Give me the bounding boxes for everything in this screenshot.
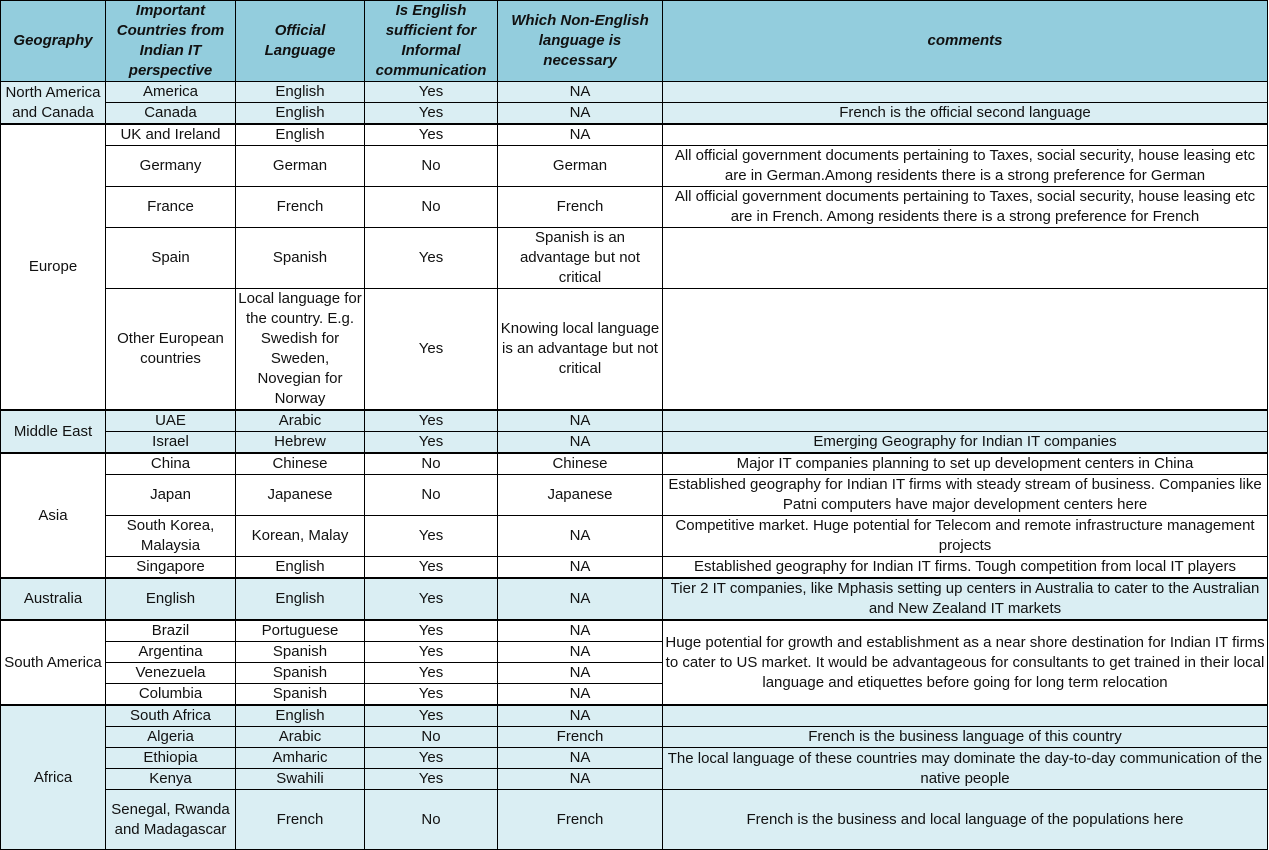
comment-cell bbox=[663, 289, 1268, 411]
table-row bbox=[1, 82, 1268, 103]
english-sufficient-cell: Yes bbox=[365, 748, 498, 769]
table-row bbox=[1, 748, 1268, 769]
official-language-cell: Spanish bbox=[236, 228, 365, 289]
english-sufficient-cell: Yes bbox=[365, 663, 498, 684]
non-english-language-cell: Spanish is an advantage but not critical bbox=[498, 228, 663, 289]
table-row bbox=[1, 557, 1268, 579]
comment-cell bbox=[663, 705, 1268, 727]
table-row bbox=[1, 432, 1268, 454]
official-language-cell: English bbox=[236, 124, 365, 146]
geography-cell: South America bbox=[1, 620, 106, 705]
english-sufficient-cell: Yes bbox=[365, 82, 498, 103]
country-cell: Germany bbox=[106, 146, 236, 187]
english-sufficient-cell: Yes bbox=[365, 432, 498, 454]
official-language-cell: Spanish bbox=[236, 684, 365, 706]
english-sufficient-cell: No bbox=[365, 790, 498, 850]
non-english-language-cell: NA bbox=[498, 578, 663, 620]
table-row bbox=[1, 453, 1268, 475]
table-row bbox=[1, 790, 1268, 850]
official-language-cell: English bbox=[236, 82, 365, 103]
english-sufficient-cell: Yes bbox=[365, 410, 498, 432]
non-english-language-cell: NA bbox=[498, 642, 663, 663]
comment-cell: French is the official second language bbox=[663, 103, 1268, 125]
non-english-language-cell: French bbox=[498, 790, 663, 850]
english-sufficient-cell: Yes bbox=[365, 103, 498, 125]
english-sufficient-cell: Yes bbox=[365, 124, 498, 146]
country-cell: Columbia bbox=[106, 684, 236, 706]
official-language-cell: Portuguese bbox=[236, 620, 365, 642]
english-sufficient-cell: Yes bbox=[365, 620, 498, 642]
official-language-cell: Arabic bbox=[236, 410, 365, 432]
non-english-language-cell: NA bbox=[498, 82, 663, 103]
country-cell: China bbox=[106, 453, 236, 475]
english-sufficient-cell: Yes bbox=[365, 516, 498, 557]
english-sufficient-cell: Yes bbox=[365, 557, 498, 579]
comment-cell: Established geography for Indian IT firms with steady stream of business. Companies like Patni computers have major development centers here bbox=[663, 475, 1268, 516]
official-language-cell: Chinese bbox=[236, 453, 365, 475]
english-sufficient-cell: No bbox=[365, 727, 498, 748]
country-cell: South Korea, Malaysia bbox=[106, 516, 236, 557]
country-cell: Singapore bbox=[106, 557, 236, 579]
english-sufficient-cell: Yes bbox=[365, 228, 498, 289]
official-language-cell: French bbox=[236, 187, 365, 228]
comment-cell bbox=[663, 82, 1268, 103]
geography-cell: Europe bbox=[1, 124, 106, 410]
official-language-cell: English bbox=[236, 578, 365, 620]
geography-cell: Africa bbox=[1, 705, 106, 850]
geography-cell: Middle East bbox=[1, 410, 106, 453]
english-sufficient-cell: No bbox=[365, 187, 498, 228]
english-sufficient-cell: Yes bbox=[365, 642, 498, 663]
english-sufficient-cell: Yes bbox=[365, 684, 498, 706]
comment-cell bbox=[663, 410, 1268, 432]
country-cell: Argentina bbox=[106, 642, 236, 663]
official-language-cell: German bbox=[236, 146, 365, 187]
non-english-language-cell: NA bbox=[498, 620, 663, 642]
country-cell: South Africa bbox=[106, 705, 236, 727]
country-cell: Venezuela bbox=[106, 663, 236, 684]
country-cell: France bbox=[106, 187, 236, 228]
table-row bbox=[1, 228, 1268, 289]
official-language-cell: English bbox=[236, 557, 365, 579]
non-english-language-cell: NA bbox=[498, 663, 663, 684]
english-sufficient-cell: Yes bbox=[365, 289, 498, 411]
comment-cell: French is the business language of this country bbox=[663, 727, 1268, 748]
official-language-cell: Korean, Malay bbox=[236, 516, 365, 557]
official-language-cell: Hebrew bbox=[236, 432, 365, 454]
non-english-language-cell: Knowing local language is an advantage but not critical bbox=[498, 289, 663, 411]
official-language-cell: Amharic bbox=[236, 748, 365, 769]
official-language-cell: Swahili bbox=[236, 769, 365, 790]
english-sufficient-cell: Yes bbox=[365, 705, 498, 727]
english-sufficient-cell: Yes bbox=[365, 769, 498, 790]
comment-cell: French is the business and local language of the populations here bbox=[663, 790, 1268, 850]
table-row bbox=[1, 124, 1268, 146]
comment-cell: Huge potential for growth and establishment as a near shore destination for Indian IT firms to cater to US market. It would be advantageous for consultants to get trained in their local language and etiquettes before going for long term relocation bbox=[663, 620, 1268, 705]
header-row bbox=[1, 1, 1268, 82]
country-cell: Israel bbox=[106, 432, 236, 454]
official-language-cell: English bbox=[236, 103, 365, 125]
official-language-cell: Arabic bbox=[236, 727, 365, 748]
non-english-language-cell: NA bbox=[498, 410, 663, 432]
comment-cell: Major IT companies planning to set up development centers in China bbox=[663, 453, 1268, 475]
non-english-language-cell: NA bbox=[498, 103, 663, 125]
table-row bbox=[1, 146, 1268, 187]
comment-cell bbox=[663, 124, 1268, 146]
header-countries: Important Countries from Indian IT perspective bbox=[106, 1, 236, 82]
official-language-cell: Japanese bbox=[236, 475, 365, 516]
official-language-cell: English bbox=[236, 705, 365, 727]
non-english-language-cell: Japanese bbox=[498, 475, 663, 516]
country-cell: Other European countries bbox=[106, 289, 236, 411]
official-language-cell: French bbox=[236, 790, 365, 850]
english-sufficient-cell: No bbox=[365, 475, 498, 516]
english-sufficient-cell: No bbox=[365, 146, 498, 187]
country-cell: America bbox=[106, 82, 236, 103]
country-cell: Ethiopia bbox=[106, 748, 236, 769]
comment-cell: All official government documents pertaining to Taxes, social security, house leasing etc are in French. Among residents there is a strong preference for French bbox=[663, 187, 1268, 228]
table-row bbox=[1, 103, 1268, 125]
table-row bbox=[1, 475, 1268, 516]
header-geography: Geography bbox=[1, 1, 106, 82]
comment-cell: The local language of these countries may dominate the day-to-day communication of the native people bbox=[663, 748, 1268, 790]
table-row bbox=[1, 705, 1268, 727]
header-comments: comments bbox=[663, 1, 1268, 82]
geography-cell: Australia bbox=[1, 578, 106, 620]
non-english-language-cell: NA bbox=[498, 705, 663, 727]
non-english-language-cell: NA bbox=[498, 557, 663, 579]
table-row bbox=[1, 578, 1268, 620]
comment-cell: Competitive market. Huge potential for Telecom and remote infrastructure management projects bbox=[663, 516, 1268, 557]
non-english-language-cell: Chinese bbox=[498, 453, 663, 475]
english-sufficient-cell: No bbox=[365, 453, 498, 475]
country-cell: Japan bbox=[106, 475, 236, 516]
non-english-language-cell: French bbox=[498, 727, 663, 748]
country-cell: UK and Ireland bbox=[106, 124, 236, 146]
comment-cell bbox=[663, 228, 1268, 289]
official-language-cell: Spanish bbox=[236, 642, 365, 663]
comment-cell: Tier 2 IT companies, like Mphasis setting up centers in Australia to cater to the Australian and New Zealand IT markets bbox=[663, 578, 1268, 620]
header-english-sufficient: Is English sufficient for Informal communication bbox=[365, 1, 498, 82]
country-cell: Spain bbox=[106, 228, 236, 289]
header-non-english-language: Which Non-English language is necessary bbox=[498, 1, 663, 82]
non-english-language-cell: NA bbox=[498, 516, 663, 557]
english-sufficient-cell: Yes bbox=[365, 578, 498, 620]
table-row bbox=[1, 620, 1268, 642]
comment-cell: Emerging Geography for Indian IT companies bbox=[663, 432, 1268, 454]
non-english-language-cell: NA bbox=[498, 769, 663, 790]
comment-cell: All official government documents pertaining to Taxes, social security, house leasing etc are in German.Among residents there is a strong preference for German bbox=[663, 146, 1268, 187]
table-row bbox=[1, 410, 1268, 432]
country-cell: Canada bbox=[106, 103, 236, 125]
table-row bbox=[1, 516, 1268, 557]
country-cell: English bbox=[106, 578, 236, 620]
geography-cell: Asia bbox=[1, 453, 106, 578]
official-language-cell: Local language for the country. E.g. Swedish for Sweden, Novegian for Norway bbox=[236, 289, 365, 411]
non-english-language-cell: German bbox=[498, 146, 663, 187]
non-english-language-cell: NA bbox=[498, 432, 663, 454]
country-cell: UAE bbox=[106, 410, 236, 432]
table-row bbox=[1, 187, 1268, 228]
table-row bbox=[1, 727, 1268, 748]
official-language-cell: Spanish bbox=[236, 663, 365, 684]
non-english-language-cell: NA bbox=[498, 124, 663, 146]
table-row bbox=[1, 289, 1268, 411]
non-english-language-cell: NA bbox=[498, 684, 663, 706]
non-english-language-cell: French bbox=[498, 187, 663, 228]
non-english-language-cell: NA bbox=[498, 748, 663, 769]
country-cell: Senegal, Rwanda and Madagascar bbox=[106, 790, 236, 850]
country-cell: Brazil bbox=[106, 620, 236, 642]
country-cell: Kenya bbox=[106, 769, 236, 790]
geography-cell: North America and Canada bbox=[1, 82, 106, 125]
comment-cell: Established geography for Indian IT firms. Tough competition from local IT players bbox=[663, 557, 1268, 579]
header-official-language: Official Language bbox=[236, 1, 365, 82]
country-cell: Algeria bbox=[106, 727, 236, 748]
